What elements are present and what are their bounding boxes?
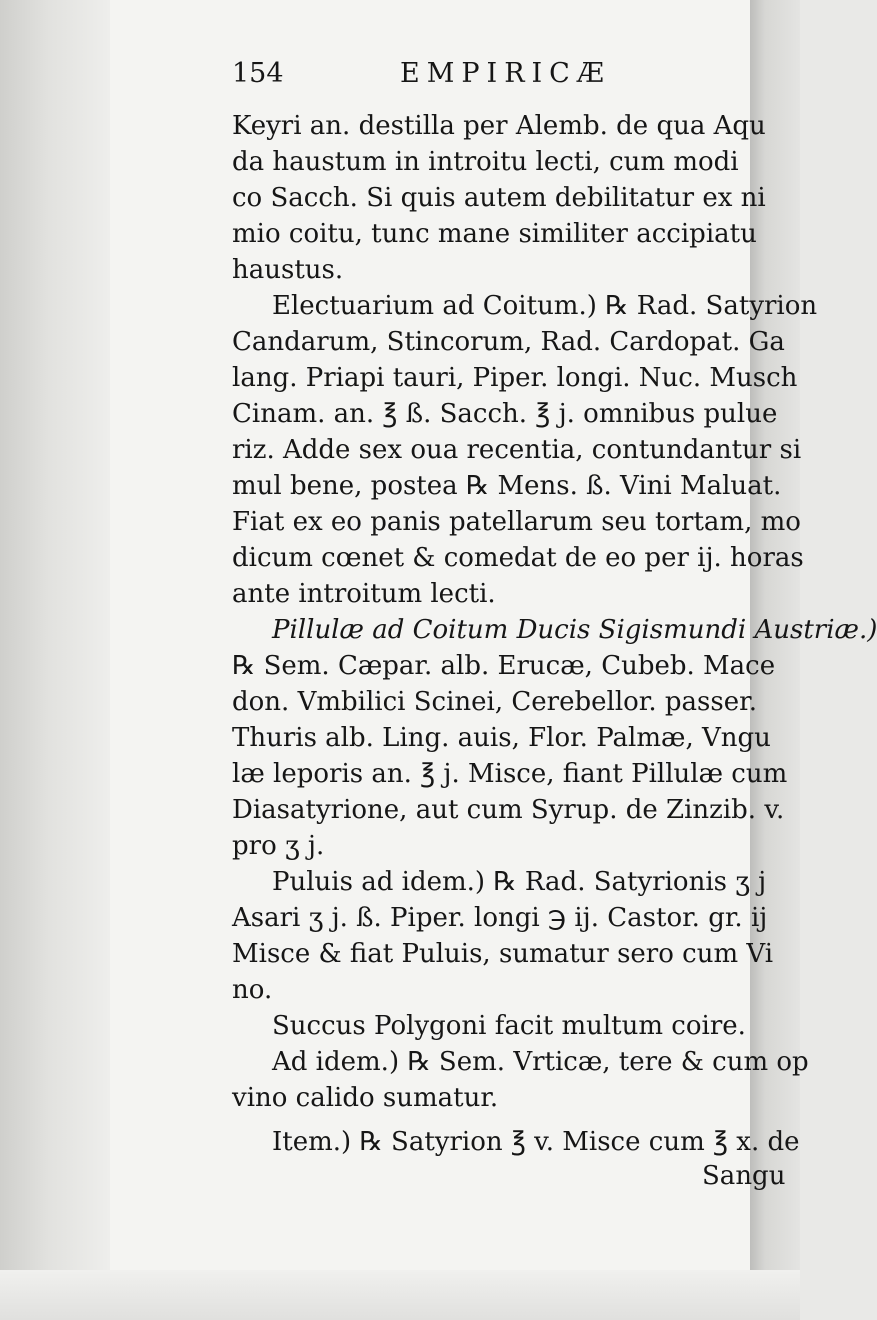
text-line: Cinam. an. ℥ ß. Sacch. ℥ j. omnibus pulue xyxy=(232,399,778,429)
text-line: vino calido sumatur. xyxy=(232,1083,499,1113)
text-line: no. xyxy=(232,975,273,1005)
catchword: Sangu xyxy=(702,1161,786,1191)
text-line: lang. Priapi tauri, Piper. longi. Nuc. Musch xyxy=(232,363,798,393)
text-line: mul bene, postea ℞ Mens. ß. Vini Maluat. xyxy=(232,471,782,501)
recipe-heading-ad-idem: Ad idem.) ℞ Sem. Vrticæ, tere & cum op xyxy=(272,1047,809,1077)
text-line: Misce & fiat Puluis, sumatur sero cum Vi xyxy=(232,939,774,969)
text-line: Thuris alb. Ling. auis, Flor. Palmæ, Vngu xyxy=(232,723,771,753)
page-header xyxy=(232,58,732,98)
text-line: riz. Adde sex oua recentia, contundantur si xyxy=(232,435,802,465)
text-line: Asari ʒ j. ß. Piper. longi ℈ ij. Castor. gr. ij xyxy=(232,903,768,933)
text-line: don. Vmbilici Scinei, Cerebellor. passer. xyxy=(232,687,757,717)
text-line: ℞ Sem. Cæpar. alb. Erucæ, Cubeb. Mace xyxy=(232,651,776,681)
text-line: mio coitu, tunc mane similiter accipiatu xyxy=(232,219,757,249)
text-line: haustus. xyxy=(232,255,344,285)
text-line: ante introitum lecti. xyxy=(232,579,496,609)
running-title: EMPIRICÆ xyxy=(400,58,611,89)
recipe-heading-electuarium: Electuarium ad Coitum.) ℞ Rad. Satyrion xyxy=(272,291,818,321)
text-line: co Sacch. Si quis autem debilitatur ex ni xyxy=(232,183,766,213)
text-line: Succus Polygoni facit multum coire. xyxy=(272,1011,746,1041)
text-line: Candarum, Stincorum, Rad. Cardopat. Ga xyxy=(232,327,785,357)
recipe-heading-puluis: Puluis ad idem.) ℞ Rad. Satyrionis ʒ j xyxy=(272,867,767,897)
text-line: Keyri an. destilla per Alemb. de qua Aqu xyxy=(232,111,766,141)
page-bottom-margin xyxy=(0,1270,800,1320)
text-line: da haustum in introitu lecti, cum modi xyxy=(232,147,739,177)
recipe-heading-item: Item.) ℞ Satyrion ℥ v. Misce cum ℥ x. de xyxy=(272,1127,800,1157)
page-number: 154 xyxy=(232,58,284,89)
text-line: læ leporis an. ℥ j. Misce, fiant Pillulæ cum xyxy=(232,759,788,789)
book-spine-shadow xyxy=(0,0,110,1320)
text-line: pro ʒ j. xyxy=(232,831,325,861)
text-line: Diasatyrione, aut cum Syrup. de Zinzib. v. xyxy=(232,795,785,825)
recipe-heading-pillulae: Pillulæ ad Coitum Ducis Sigismundi Austriæ.) xyxy=(272,615,877,645)
text-line: Fiat ex eo panis patellarum seu tortam, mo xyxy=(232,507,801,537)
text-line: dicum cœnet & comedat de eo per ij. horas xyxy=(232,543,804,573)
